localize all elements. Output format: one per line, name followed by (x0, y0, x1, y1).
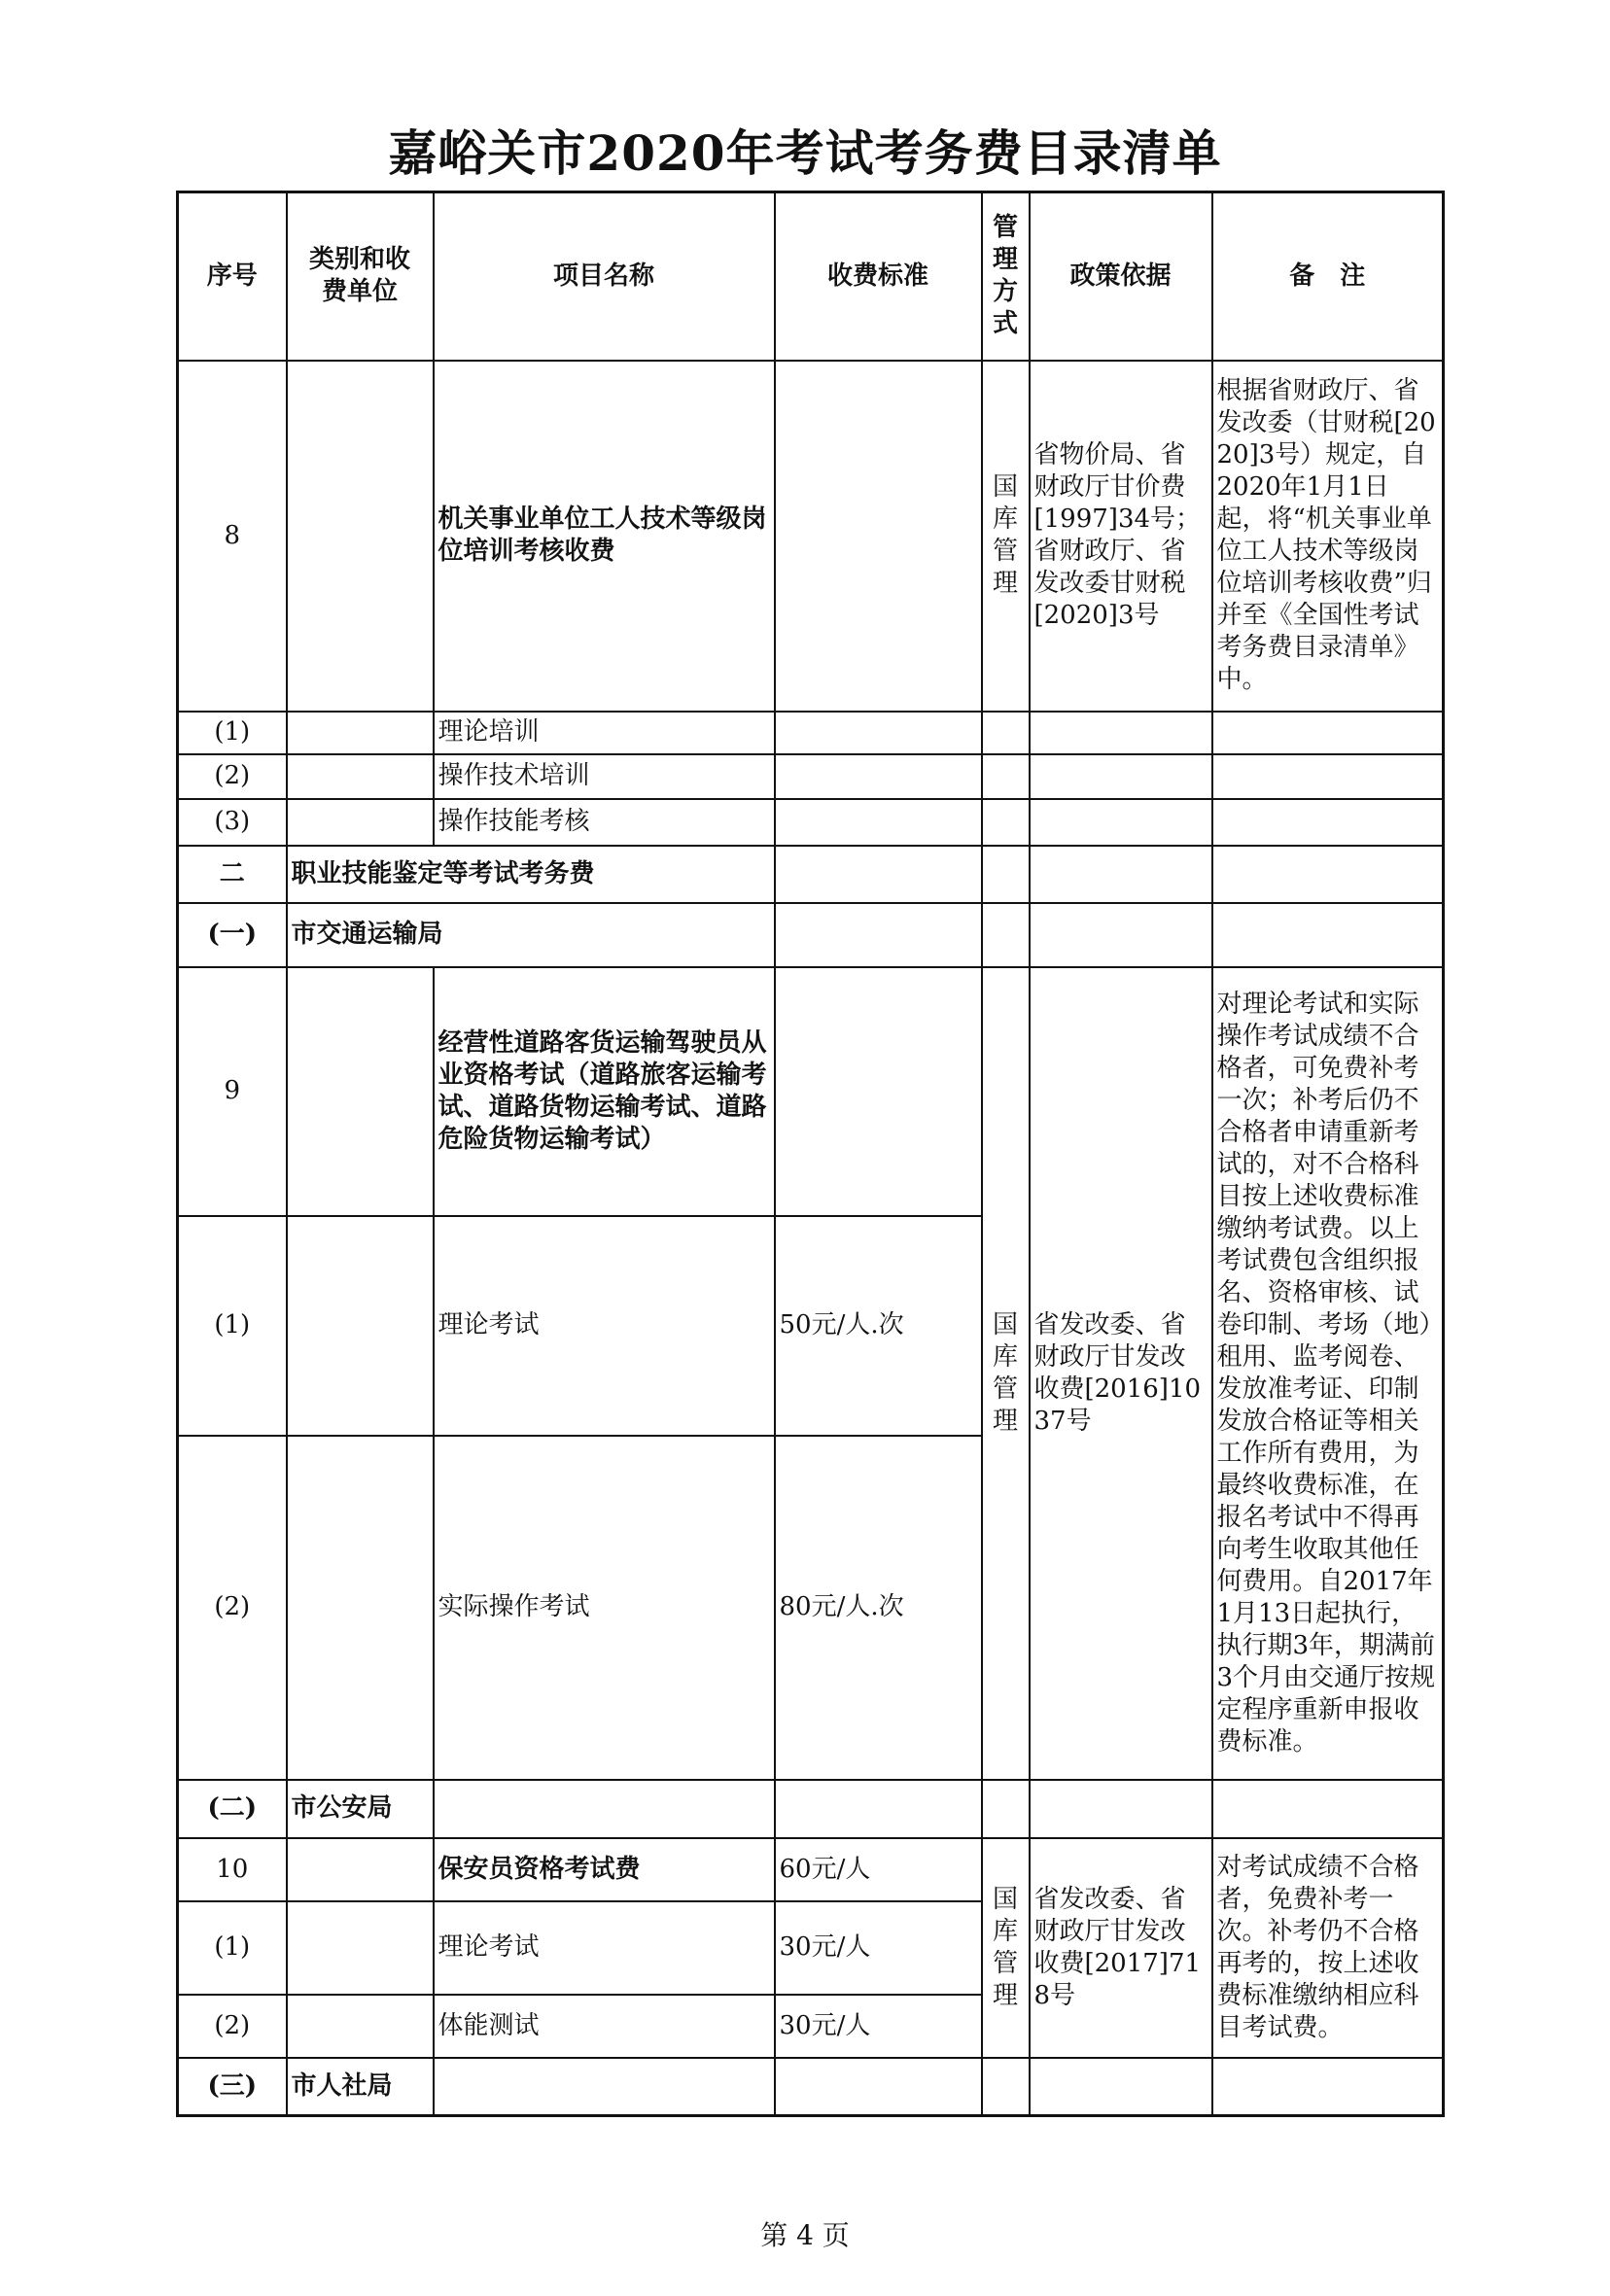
standard-cell: 30元/人 (775, 1901, 982, 1995)
page-title: 嘉峪关市2020年考试考务费目录清单 (388, 124, 1222, 182)
category-cell (287, 361, 434, 712)
section-label: 市公安局 (287, 1780, 434, 1838)
item-cell: 理论培训 (434, 712, 775, 754)
item-cell: 体能测试 (434, 1995, 775, 2058)
seq-cell: (1) (178, 1216, 287, 1436)
item-cell: 实际操作考试 (434, 1436, 775, 1780)
seq-cell: (2) (178, 1436, 287, 1780)
item-cell: 操作技能考核 (434, 799, 775, 846)
header-category: 类别和收费单位 (287, 192, 434, 361)
item-cell: 理论考试 (434, 1901, 775, 1995)
seq-cell: (2) (178, 1995, 287, 2058)
section-row (178, 846, 1444, 903)
section-label: 市人社局 (287, 2058, 434, 2116)
seq-cell: 8 (178, 361, 287, 712)
table-row (178, 1838, 1444, 1901)
policy-cell: 省发改委、省财政厅甘发改收费[2017]718号 (1030, 1838, 1212, 2058)
item-cell: 经营性道路客货运输驾驶员从业资格考试（道路旅客运输考试、道路货物运输考试、道路危险货物运输考试） (434, 967, 775, 1216)
table-row (178, 712, 1444, 754)
remark-cell: 根据省财政厅、省发改委（甘财税[2020]3号）规定，自2020年1月1日起，将“机关事业单位工人技术等级岗位培训考核收费”归并至《全国性考试考务费目录清单》中。 (1212, 361, 1444, 712)
seq-cell: 9 (178, 967, 287, 1216)
page-number: 第 4 页 (760, 2219, 850, 2251)
mgmt-cell: 国库管理 (982, 1838, 1030, 2058)
section-row (178, 2058, 1444, 2116)
header-standard: 收费标准 (775, 192, 982, 361)
section-row (178, 903, 1444, 967)
header-item: 项目名称 (434, 192, 775, 361)
item-cell: 操作技术培训 (434, 754, 775, 799)
table-row (178, 799, 1444, 846)
remark-cell: 对理论考试和实际操作考试成绩不合格者，可免费补考一次；补考后仍不合格者申请重新考试的，对不合格科目按上述收费标准缴纳考试费。以上考试费包含组织报名、资格审核、试卷印制、考场（地）租用、监考阅卷、发放准考证、印制发放合格证等相关工作所有费用，为最终收费标准，在报名考试中不得再向考生收取其他任何费用。自2017年1月13日起执行，执行期3年，期满前3个月由交通厅按规定程序重新申报收费标准。 (1212, 967, 1444, 1780)
header-row (178, 192, 1444, 361)
section-row (178, 1780, 1444, 1838)
seq-cell: (一) (178, 903, 287, 967)
remark-cell: 对考试成绩不合格者，免费补考一次。补考仍不合格再考的，按上述收费标准缴纳相应科目考试费。 (1212, 1838, 1444, 2058)
mgmt-cell: 国库管理 (982, 361, 1030, 712)
table-row (178, 967, 1444, 1216)
standard-cell (775, 361, 982, 712)
seq-cell: 二 (178, 846, 287, 903)
header-policy: 政策依据 (1030, 192, 1212, 361)
item-cell: 理论考试 (434, 1216, 775, 1436)
section-label: 市交通运输局 (287, 903, 775, 967)
section-label: 职业技能鉴定等考试考务费 (287, 846, 775, 903)
header-mgmt: 管理方式 (982, 192, 1030, 361)
seq-cell: (3) (178, 799, 287, 846)
seq-cell: (1) (178, 1901, 287, 1995)
item-cell: 保安员资格考试费 (434, 1838, 775, 1901)
seq-cell: (2) (178, 754, 287, 799)
standard-cell: 60元/人 (775, 1838, 982, 1901)
seq-cell: (1) (178, 712, 287, 754)
table-row (178, 361, 1444, 712)
header-remark: 备 注 (1212, 192, 1444, 361)
standard-cell: 50元/人.次 (775, 1216, 982, 1436)
item-cell: 机关事业单位工人技术等级岗位培训考核收费 (434, 361, 775, 712)
seq-cell: (二) (178, 1780, 287, 1838)
standard-cell: 80元/人.次 (775, 1436, 982, 1780)
table-row (178, 754, 1444, 799)
seq-cell: 10 (178, 1838, 287, 1901)
standard-cell: 30元/人 (775, 1995, 982, 2058)
fee-table (176, 191, 1445, 2117)
policy-cell: 省物价局、省财政厅甘价费[1997]34号；省财政厅、省发改委甘财税[2020]3号 (1030, 361, 1212, 712)
policy-cell: 省发改委、省财政厅甘发改收费[2016]1037号 (1030, 967, 1212, 1780)
seq-cell: (三) (178, 2058, 287, 2116)
mgmt-cell: 国库管理 (982, 967, 1030, 1780)
header-seq: 序号 (178, 192, 287, 361)
